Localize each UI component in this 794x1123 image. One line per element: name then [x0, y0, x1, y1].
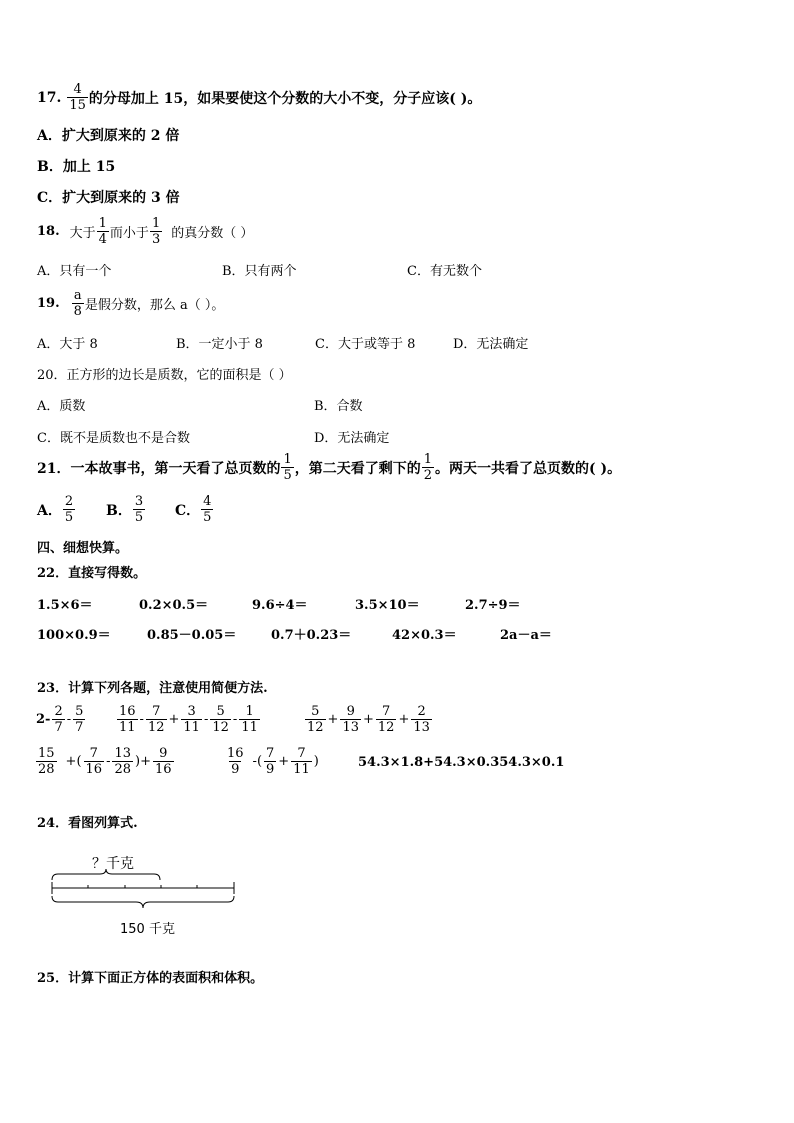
option-a: A． $\frac{2}{5}$: [37, 494, 74, 525]
question-18: 18. 大于 $\frac{1}{4}$ 而小于 $\frac{1}{3}$ 的真分数（ ）: [37, 216, 254, 247]
calc-item: 9.6÷4＝: [252, 598, 308, 613]
expression-1: 2- $\frac{2}{7}$ - $\frac{5}{7}$: [36, 704, 84, 735]
question-number: 17.: [37, 89, 62, 106]
fraction: $\frac{1}{4}$: [98, 216, 107, 247]
option-b: B． $\frac{3}{5}$: [106, 494, 144, 525]
calc-item: 2a－a＝: [500, 628, 552, 643]
fraction: $\frac{1}{3}$: [151, 216, 161, 247]
option-a: A．质数: [37, 399, 86, 414]
expression-3: $\frac{5}{12}$ + $\frac{9}{13}$ + $\frac{7}{12}$ + $\frac{2}{13}$: [307, 704, 430, 735]
calc-item: 0.7＋0.23＝: [271, 628, 352, 643]
option-d: D．无法确定: [453, 337, 529, 352]
question-number: 18.: [37, 224, 60, 239]
expression-5: $\frac{16}{9}$ -( $\frac{7}{9}$ + $\frac{7}{11}$ ): [227, 746, 319, 777]
option-c: C．有无数个: [407, 264, 482, 279]
bottom-label: 150 千克: [120, 922, 175, 937]
option-b: B．只有两个: [222, 264, 297, 279]
calc-item: 42×0.3＝: [392, 628, 457, 643]
question-23: 23．计算下列各题，注意使用简便方法.: [37, 681, 268, 696]
question-20: 20．正方形的边长是质数，它的面积是（ ）: [37, 368, 292, 383]
option-c: C．大于或等于 8: [315, 337, 416, 352]
expression-2: $\frac{16}{11}$ - $\frac{7}{12}$ + $\frac{3}{11}$ - $\frac{5}{12}$ - $\frac{1}{11}$: [119, 704, 258, 735]
option-c: C．既不是质数也不是合数: [37, 431, 190, 446]
option-a: A．扩大到原来的 2 倍: [37, 128, 180, 144]
question-21: 21．一本故事书，第一天看了总页数的 $\frac{1}{5}$ ，第二天看了剩下的 $\frac{1}{2}$ 。两天一共看了总页数的( )。: [37, 452, 622, 483]
question-text: 的分母加上 15，如果要使这个分数的大小不变，分子应该( )。: [88, 90, 482, 107]
question-25: 25．计算下面正方体的表面积和体积。: [37, 971, 264, 986]
question-number: 19.: [37, 296, 60, 311]
option-b: B．合数: [314, 399, 363, 414]
fraction: $\frac{1}{2}$: [423, 452, 433, 483]
segment-diagram: [48, 868, 238, 914]
calc-item: 0.85－0.05＝: [147, 628, 237, 643]
question-24: 24．看图列算式.: [37, 816, 138, 831]
option-a: A．只有一个: [37, 264, 112, 279]
question-17: [37, 82, 481, 113]
question-22: 22．直接写得数。: [37, 566, 147, 581]
calc-item: 0.2×0.5＝: [139, 598, 209, 613]
question-text: 是假分数，那么 a（ ）。: [84, 298, 225, 313]
section-title: 四、细想快算。: [37, 541, 129, 556]
option-d: D．无法确定: [314, 431, 390, 446]
expression-4: $\frac{15}{28}$ +( $\frac{7}{16}$ - $\frac{13}{28}$ )+ $\frac{9}{16}$: [38, 746, 172, 777]
fraction: $\frac{4}{15}$: [69, 82, 86, 113]
option-b: B．一定小于 8: [176, 337, 263, 352]
calc-item: 2.7÷9＝: [465, 598, 521, 613]
calc-item: 1.5×6＝: [37, 598, 93, 613]
fraction: $\frac{a}{8}$: [73, 288, 82, 319]
top-label: ？千克: [92, 856, 134, 872]
fraction: $\frac{1}{5}$: [283, 452, 292, 483]
option-b: B．加上 15: [37, 159, 116, 175]
question-19: [37, 288, 224, 319]
option-c: C．扩大到原来的 3 倍: [37, 190, 180, 206]
option-c: C． $\frac{4}{5}$: [175, 494, 212, 525]
option-a: A．大于 8: [37, 337, 98, 352]
expression-6: 54.3×1.8+54.3×0.354.3×0.1: [358, 755, 565, 770]
calc-item: 3.5×10＝: [355, 598, 420, 613]
calc-item: 100×0.9＝: [37, 628, 111, 643]
